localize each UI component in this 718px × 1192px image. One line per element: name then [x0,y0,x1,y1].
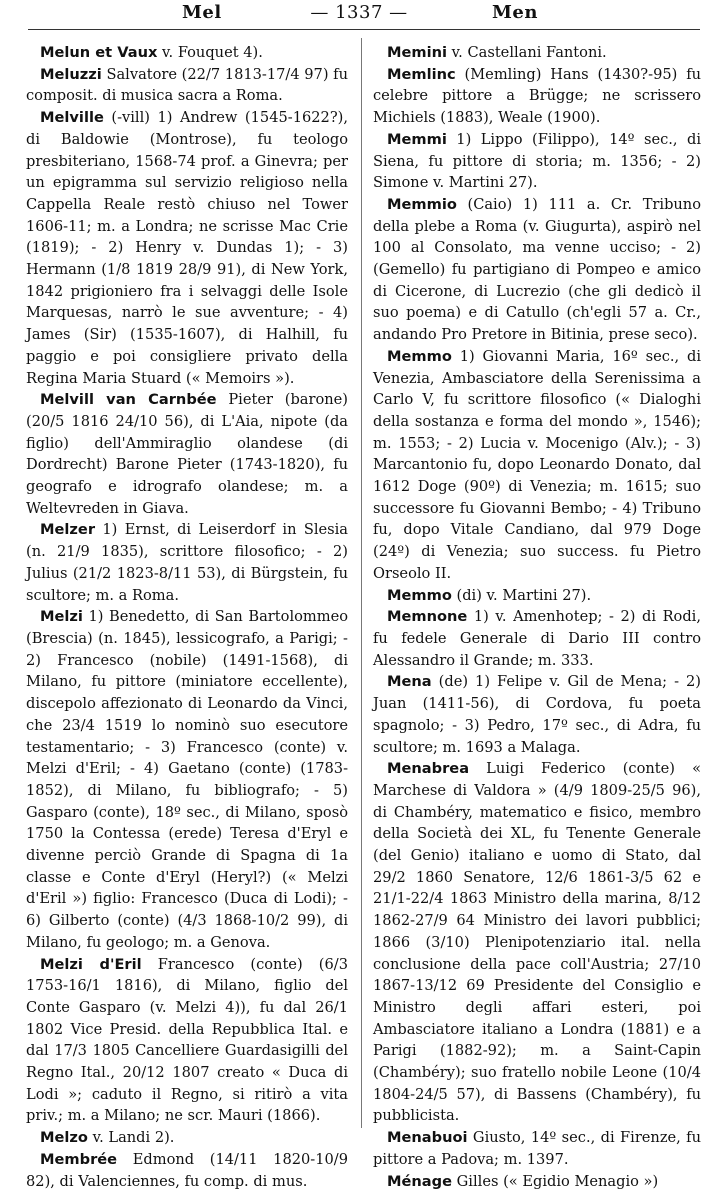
entry-text: (-vill) 1) Andrew (1545-1622?), di Baldowie (Montrose), fu teologo presbiteriano, 1568-74 prof. a Ginevra; per un epigramma sul servizio religioso nella Cappella Reale restò chiuso nel Tower 1606-11; m. a Londra; ne scrisse Mac Crie (1819); - 2) Henry v. Dundas 1); - 3) Hermann (1/8 1819 28/9 91), di New York, 1842 prigioniero fra i selvaggi delle Isole Marquesas, narrò le sue avventure; - 4) James (Sir) (1535-1607), di Halhill, fu paggio e poi consigliere privato della Regina Maria Stuard (« Memoirs »). [26,109,348,387]
entry-text: (di) v. Martini 27). [451,586,592,604]
page-header [0,0,718,32]
headword: Membrée [40,1150,118,1168]
entry-text: (de) 1) Felipe v. Gil de Mena; - 2) Juan (1411-56), di Cordova, fu poeta spagnolo; - 3) Pedro, 17º sec., di Adra, fu scultore; m. 1693 a Malaga. [373,673,701,756]
headword: Melvill van Carnbée [40,391,217,409]
dictionary-entry [373,606,701,671]
headword: Memmio [387,195,457,213]
dictionary-entry [26,107,348,389]
entry-text: 1) v. Amenhotep; - 2) di Rodi, fu fedele Generale di Dario III contro Alessandro il Grande; m. 333. [373,608,701,669]
entry-text: 1) Giovanni Maria, 16º sec., di Venezia, Ambasciatore della Serenissima a Carlo V, fu scrittore filosofico (« Dialoghi della sostanza e forma del mondo », 1546); m. 1553; - 2) Lucia v. Mocenigo (Alv.); - 3) Marcantonio fu, dopo Leonardo Donato, dal 1612 Doge (90º) di Venezia; m. 1615; suo successore fu Giovanni Bembo; - 4) Tribuno fu, dopo Vitale Candiano, dal 979 Doge (24º) di Venezia; suo success. fu Pietro Orseolo II. [373,347,701,582]
headword: Melzo [40,1129,88,1147]
dictionary-entry [373,64,701,129]
dictionary-entry [373,758,701,1127]
dictionary-entry [26,389,348,519]
dictionary-entry [373,346,701,585]
dictionary-entry [26,64,348,107]
headword: Menabuoi [387,1129,468,1147]
dictionary-entry [373,1171,701,1192]
left-column [26,42,348,1192]
entry-text: (Memling) Hans (1430?-95) fu celebre pittore a Brügge; ne scrissero Michiels (1883), Weale (1900). [373,65,701,127]
dictionary-entry [373,585,701,607]
headword: Melzi d'Eril [40,955,142,973]
headword: Memmo [387,347,452,365]
dictionary-entry [26,42,348,64]
running-head-left: Mel [182,2,222,23]
headword: Menabrea [387,760,470,778]
headword: Melzer [40,521,96,539]
dictionary-entry [373,129,701,194]
entry-text: 1) Ernst, di Leiserdorf in Slesia (n. 21/9 1835), scrittore filosofico; - 2) Julius (21/2 1823-8/11 53), di Bürgstein, fu scultore; m. a Roma. [26,521,348,604]
page-number: — 1337 — [310,2,408,23]
entry-text: Gilles (« Egidio Menagio ») [452,1172,659,1190]
headword: Memlinc [387,65,456,83]
dictionary-entry [373,1127,701,1170]
running-head-right: Men [492,2,538,23]
headword: Melville [40,109,104,127]
entry-text: Giusto, 14º sec., di Firenze, fu pittore a Padova; m. 1397. [373,1129,701,1168]
headword: Memnone [387,608,468,626]
headword: Memmo [387,586,452,604]
dictionary-entry [26,519,348,606]
entry-text: Pieter (barone) (20/5 1816 24/10 56), di L'Aia, nipote (da figlio) dell'Ammiraglio olandese (di Dordrecht) Barone Pieter (1743-1820), fu geografo e idrografo olandese; m. a Weltevreden in Giava. [26,391,348,517]
entry-text: Edmond (14/11 1820-10/9 82), di Valenciennes, fu comp. di mus. [26,1150,348,1190]
right-column [373,42,701,1192]
entry-text: Francesco (conte) (6/3 1753-16/1 1816), di Milano, figlio del Conte Gasparo (v. Melzi 4)), fu dal 26/1 1802 Vice Presid. della Repubblica Ital. e dal 17/3 1805 Cancelliere Guardasigilli del Regno Ital., 20/12 1807 creato « Duca di Lodi »; caduto il Regno, si ritirò a vita priv.; m. a Milano; ne scr. Mauri (1866). [26,955,348,1125]
headword: Melzi [40,608,83,626]
entry-text: 1) Benedetto, di San Bartolommeo (Brescia) (n. 1845), lessicografo, a Parigi; - 2) Francesco (nobile) (1491-1568), di Milano, fu pittore (miniatore eccellente), discepolo affezionato di Leonardo da Vinci, che 23/4 1519 lo nominò suo esecutore testamentario; - 3) Francesco (conte) v. Melzi d'Eril; - 4) Gaetano (conte) (1783-1852), di Milano, fu bibliografo; - 5) Gasparo (conte), 18º sec., di Milano, sposò 1750 la Contessa (erede) Teresa d'Eryl e divenne perciò Grande di Spagna di 1a classe e Conte d'Eryl (Heryl?) (« Melzi d'Eril ») figlio: Francesco (Duca di Lodi); - 6) Gilberto (conte) (4/3 1868-10/2 99), di Milano, fu geologo; m. a Genova. [26,608,348,951]
headword: Memmi [387,130,447,148]
entry-text: v. Castellani Fantoni. [447,44,607,61]
entry-text: 1) Lippo (Filippo), 14º sec., di Siena, fu pittore di storia; m. 1356; - 2) Simone v. Martini 27). [373,130,701,192]
header-rule [28,29,700,30]
headword: Ménage [387,1172,453,1190]
headword: Meluzzi [40,65,102,83]
headword: Mena [387,673,432,691]
entry-text: Luigi Federico (conte) « Marchese di Valdora » (4/9 1809-25/5 96), di Chambéry, matematico e fisico, membro della Società dei XL, fu Tenente Generale (del Genio) italiano e uomo di Stato, dal 29/2 1860 Senatore, 12/6 1861-3/5 62 e 21/1-22/4 1863 Ministro della marina, 8/12 1862-27/9 64 Ministro dei lavori pubblici; 1866 (3/10) Plenipotenziario ital. nella conclusione della pace coll'Austria; 27/10 1867-13/12 69 Presidente del Consiglio e Ministro degli affari esteri, poi Ambasciatore italiano a Londra (1881) e a Parigi (1882-92); m. a Saint-Capin (Chambéry); suo fratello nobile Leone (10/4 1804-24/5 57), di Bassens (Chambéry), fu pubblicista. [373,760,701,1125]
dictionary-entry [373,671,701,758]
column-divider [361,38,362,1128]
dictionary-entry [373,194,701,346]
entry-text: v. Fouquet 4). [157,44,263,61]
dictionary-entry [26,1127,348,1149]
dictionary-entry [373,42,701,64]
dictionary-entry [26,954,348,1128]
dictionary-entry [26,1149,348,1192]
entry-text: v. Landi 2). [87,1129,175,1147]
headword: Melun et Vaux [40,44,158,61]
entry-text: (Caio) 1) 111 a. Cr. Tribuno della plebe a Roma (v. Giugurta), aspirò nel 100 al Consolato, ma venne ucciso; - 2) (Gemello) fu partigiano di Pompeo e amico di Cicerone, di Lucrezio (che gli dedicò il suo poema) e di Catullo (ch'egli 57 a. Cr., andando Pro Pretore in Bitinia, prese seco). [373,195,701,344]
entry-text: Salvatore (22/7 1813-17/4 97) fu composit. di musica sacra a Roma. [26,65,348,105]
headword: Memini [387,44,448,61]
dictionary-entry [26,606,348,953]
